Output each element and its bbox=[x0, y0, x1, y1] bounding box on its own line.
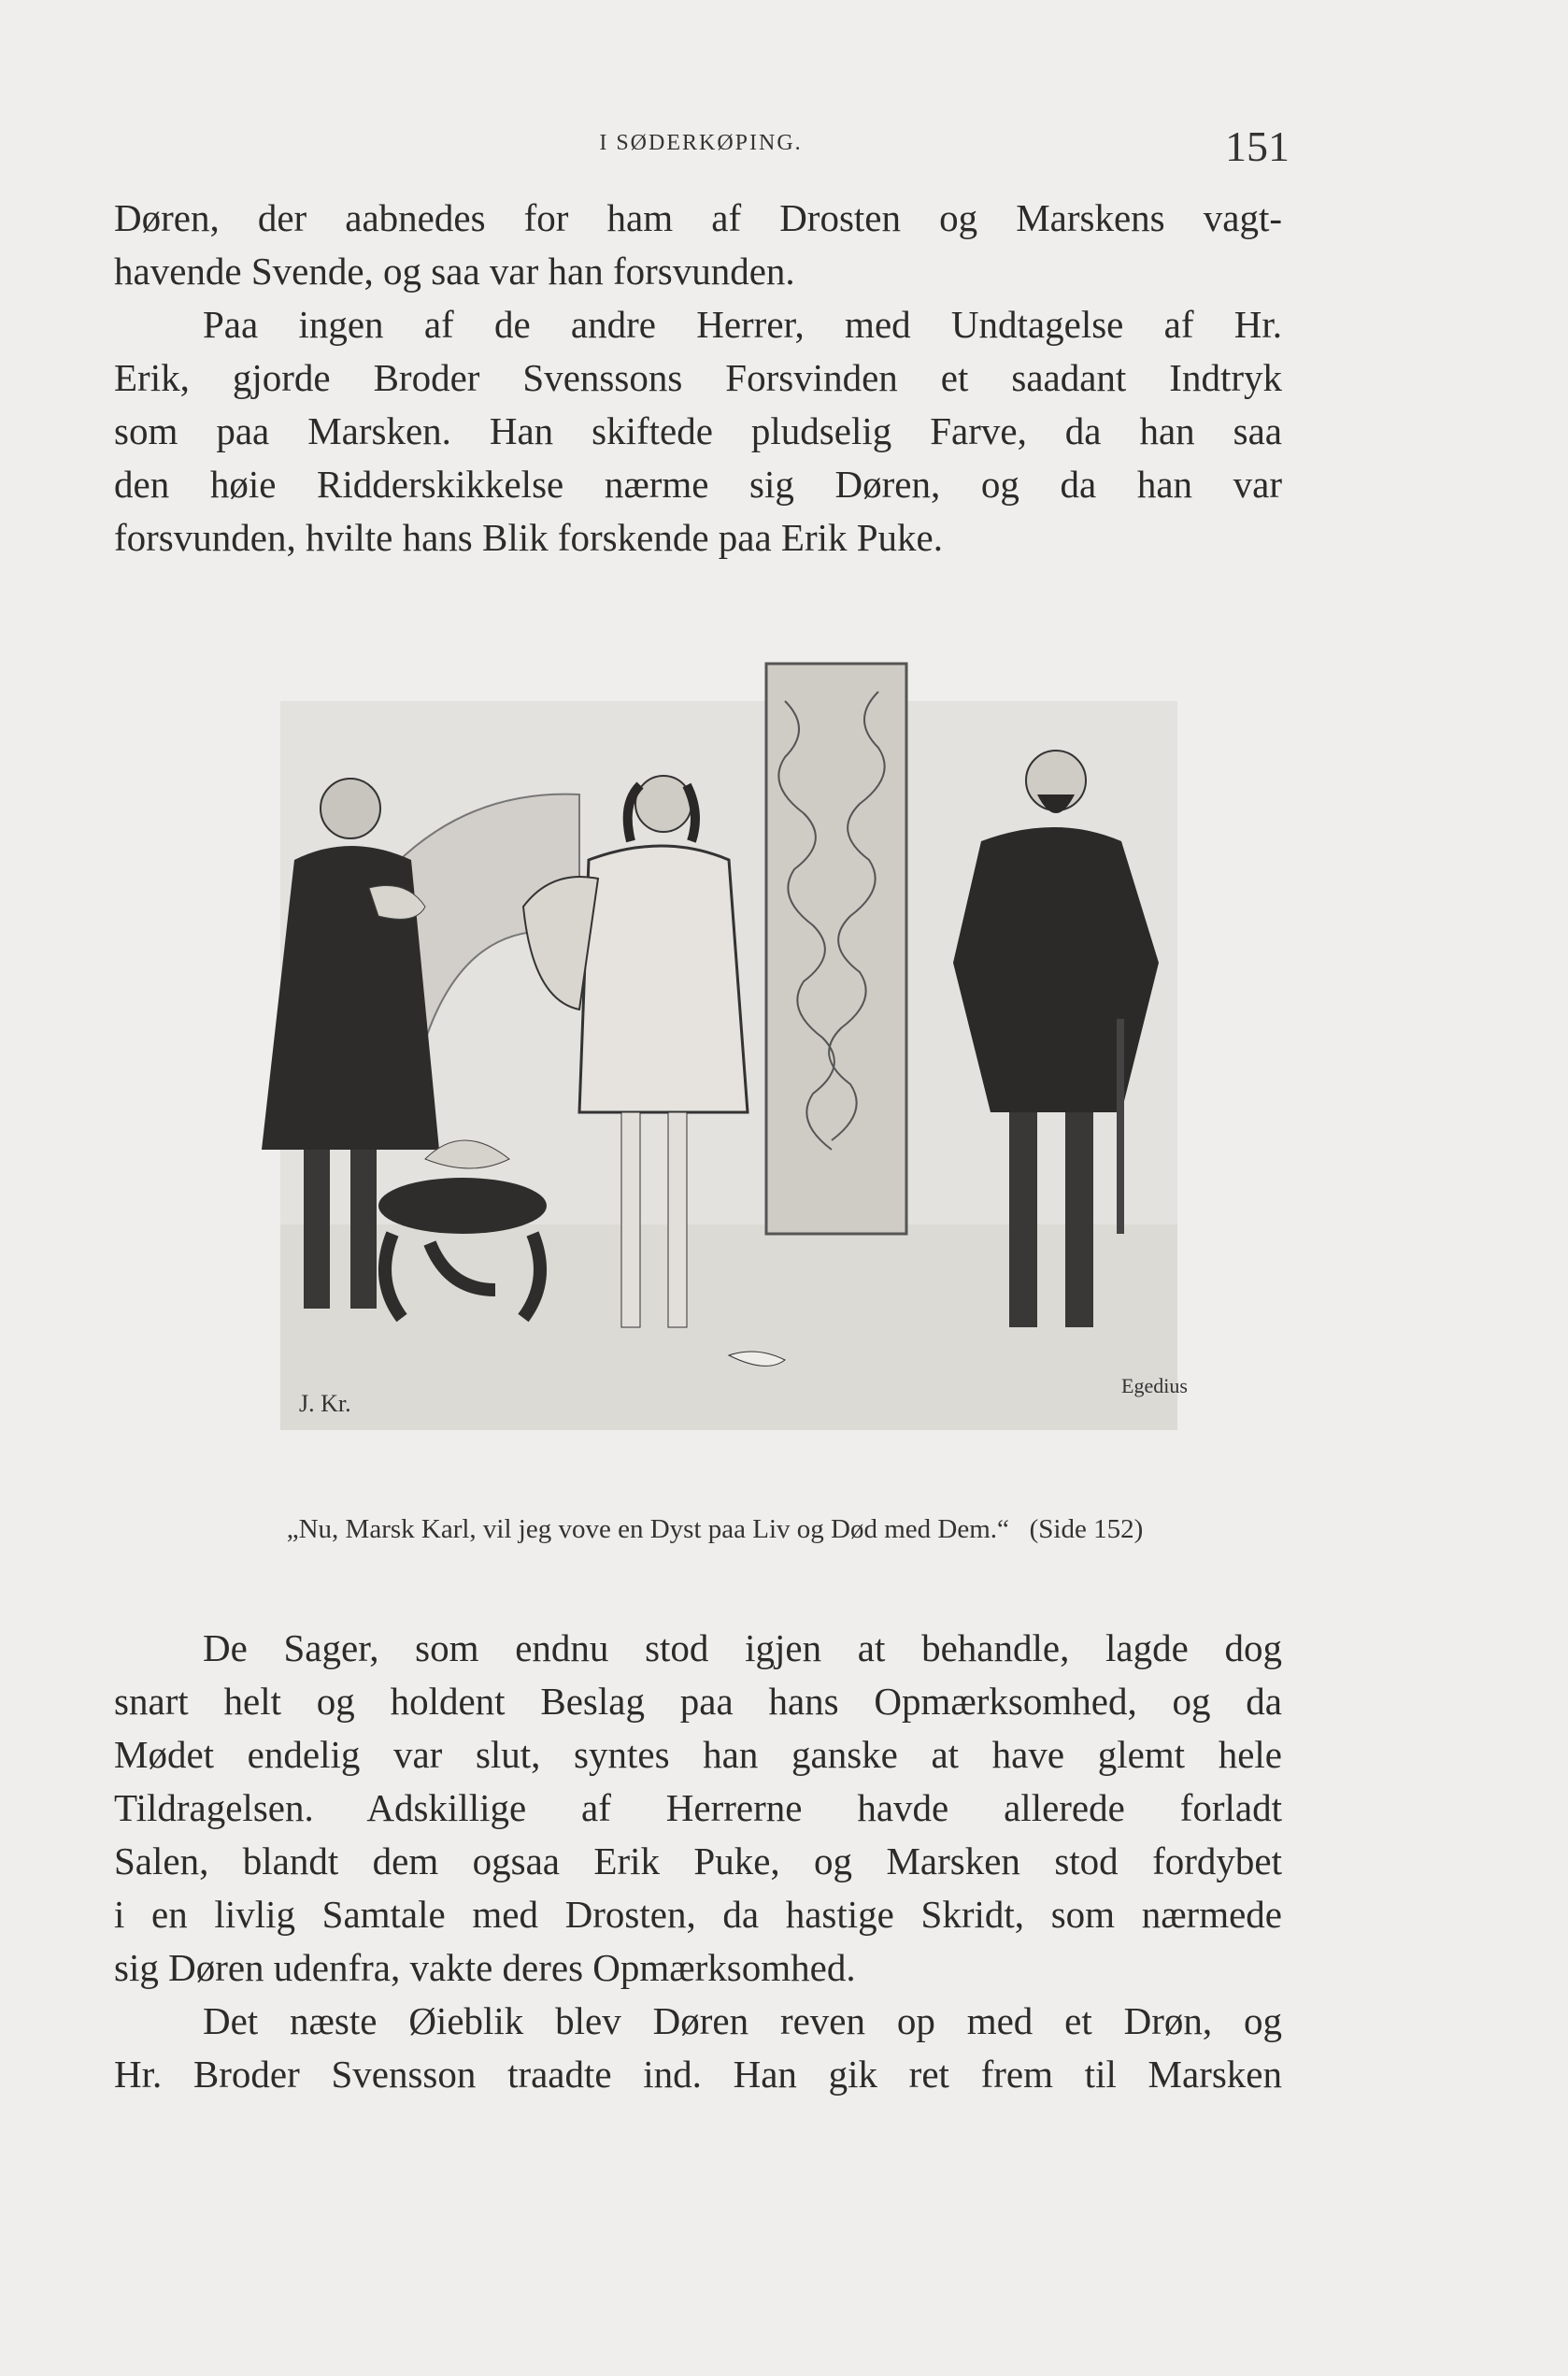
tapestry bbox=[766, 664, 906, 1234]
text-line: den høie Ridderskikkelse nærme sig Døren, og da han var bbox=[114, 463, 1282, 506]
text-line: Hr. Broder Svensson traadte ind. Han gik ret frem til Marsken bbox=[114, 2053, 1282, 2096]
artist-signature-right: Egedius bbox=[1121, 1374, 1188, 1397]
running-title: I SØDERKØPING. bbox=[599, 131, 803, 155]
text-line: Tildragelsen. Adskillige af Herrerne havde allerede forladt bbox=[114, 1786, 1282, 1829]
text-line: Salen, blandt dem ogsaa Erik Puke, og Marsken stod fordybet bbox=[114, 1839, 1282, 1882]
illustration bbox=[224, 626, 1233, 1467]
bottom-text-block bbox=[114, 1622, 1282, 2101]
text-line: Paa ingen af de andre Herrer, med Undtagelse af Hr. bbox=[203, 303, 1282, 346]
page-number: 151 bbox=[1225, 122, 1290, 170]
illustration-drawing bbox=[224, 626, 1233, 1467]
caption-text: „Nu, Marsk Karl, vil jeg vove en Dyst paa Liv og Død med Dem.“ bbox=[286, 1514, 1009, 1544]
text-line: havende Svende, og saa var han forsvunden. bbox=[114, 250, 795, 293]
text-line: forsvunden, hvilte hans Blik forskende paa Erik Puke. bbox=[114, 516, 944, 559]
text-line: i en livlig Samtale med Drosten, da hastige Skridt, som nærmede bbox=[114, 1893, 1282, 1936]
top-text-block bbox=[114, 192, 1282, 565]
text-line: sig Døren udenfra, vakte deres Opmærksomhed. bbox=[114, 1946, 856, 1989]
page-header bbox=[112, 122, 1290, 178]
caption-page-ref: (Side 152) bbox=[1029, 1514, 1144, 1544]
floor bbox=[280, 1224, 1177, 1430]
text-line: Det næste Øieblik blev Døren reven op med et Drøn, og bbox=[203, 1999, 1282, 2042]
text-line: Mødet endelig var slut, syntes han ganske at have glemt hele bbox=[114, 1733, 1282, 1776]
text-line: De Sager, som endnu stod igjen at behandle, lagde dog bbox=[203, 1626, 1282, 1669]
illustration-caption bbox=[135, 1514, 1294, 1545]
text-line: som paa Marsken. Han skiftede pludselig Farve, da han saa bbox=[114, 409, 1282, 452]
text-line: Erik, gjorde Broder Svenssons Forsvinden et saadant Indtryk bbox=[114, 356, 1282, 399]
text-line: snart helt og holdent Beslag paa hans Opmærksomhed, og da bbox=[114, 1680, 1282, 1723]
artist-signature-left: J. Kr. bbox=[299, 1390, 351, 1417]
text-line: Døren, der aabnedes for ham af Drosten og Marskens vagt- bbox=[114, 196, 1282, 239]
